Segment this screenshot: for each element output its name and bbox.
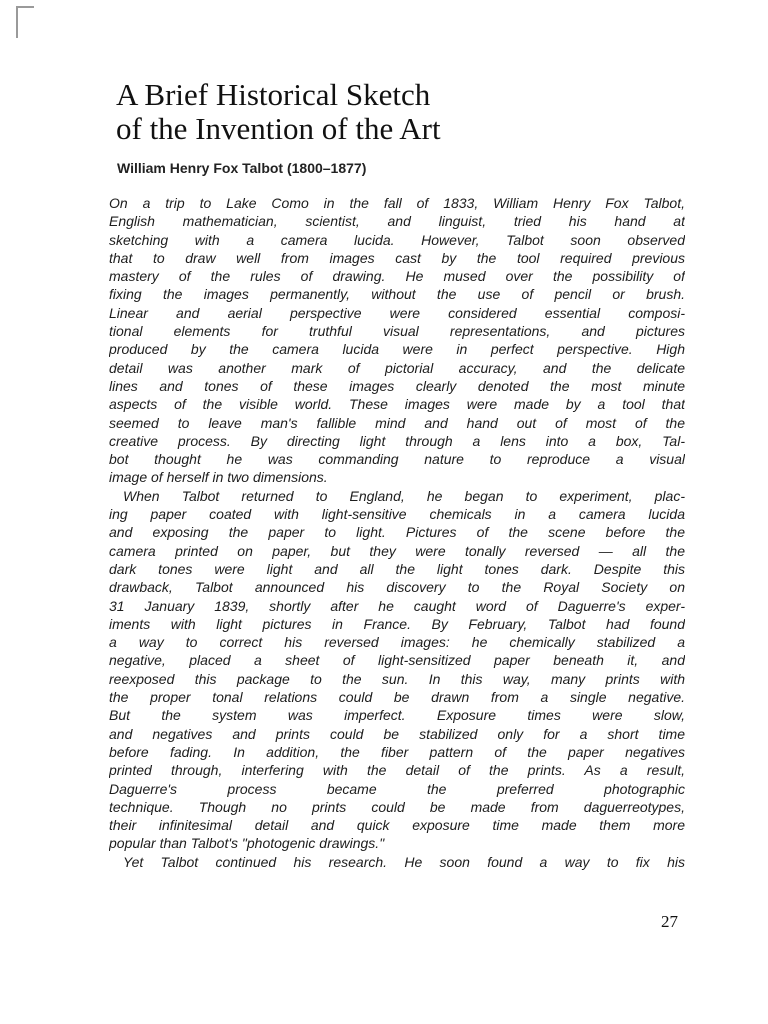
body-line: iments with light pictures in France. By February, Talbot had found xyxy=(109,615,685,632)
body-line: produced by the camera lucida were in perfect perspective. High xyxy=(109,341,685,358)
body-line: But the system was imperfect. Exposure times were slow, xyxy=(109,707,685,724)
body-line: and exposing the paper to light. Pictures of the scene before the xyxy=(109,524,685,541)
body-line: that to draw well from images cast by the tool required previous xyxy=(109,249,685,266)
body-line: drawback, Talbot announced his discovery to the Royal Society on xyxy=(109,579,685,596)
body-line: Daguerre's process became the preferred photographic xyxy=(109,780,685,797)
body-line: mastery of the rules of drawing. He mused over the possibility of xyxy=(109,268,685,285)
body-line: a way to correct his reversed images: he chemically stabilized a xyxy=(109,634,685,651)
body-line: creative process. By directing light through a lens into a box, Tal- xyxy=(109,432,685,449)
body-line: and negatives and prints could be stabilized only for a short time xyxy=(109,725,685,742)
body-line: Linear and aerial perspective were considered essential composi- xyxy=(109,304,685,321)
body-line: 31 January 1839, shortly after he caught word of Daguerre's exper- xyxy=(109,597,685,614)
body-line: tional elements for truthful visual representations, and pictures xyxy=(109,323,685,340)
body-line: On a trip to Lake Como in the fall of 1833, William Henry Fox Talbot, xyxy=(109,195,685,211)
body-line: ing paper coated with light-sensitive chemicals in a camera lucida xyxy=(109,506,685,523)
page-number: 27 xyxy=(661,912,678,931)
body-line: printed through, interfering with the detail of the prints. As a result, xyxy=(109,762,685,779)
body-line: technique. Though no prints could be made from daguerreotypes, xyxy=(109,798,685,815)
body-line: Yet Talbot continued his research. He soon found a way to fix his xyxy=(123,853,685,870)
body-line: English mathematician, scientist, and linguist, tried his hand at xyxy=(109,213,685,230)
body-line: When Talbot returned to England, he began to experiment, plac- xyxy=(123,487,685,504)
body-line: negative, placed a sheet of light-sensitized paper beneath it, and xyxy=(109,652,685,669)
body-line: image of herself in two dimensions. xyxy=(109,469,328,486)
body-line: popular than Talbot's "photogenic drawings." xyxy=(109,835,385,852)
article-subtitle: William Henry Fox Talbot (1800–1877) xyxy=(117,160,367,176)
body-line: the proper tonal relations could be drawn from a single negative. xyxy=(109,689,685,706)
body-line: before fading. In addition, the fiber pattern of the paper negatives xyxy=(109,743,685,760)
title-line: of the Invention of the Art xyxy=(116,111,441,146)
page-corner-mark xyxy=(16,6,34,38)
body-line: seemed to leave man's fallible mind and hand out of most of the xyxy=(109,414,685,431)
body-line: reexposed this package to the sun. In this way, many prints with xyxy=(109,670,685,687)
body-line: dark tones were light and all the light tones dark. Despite this xyxy=(109,560,685,577)
body-line: camera printed on paper, but they were tonally reversed — all the xyxy=(109,542,685,559)
body-line: aspects of the visible world. These images were made by a tool that xyxy=(109,396,685,413)
body-line: fixing the images permanently, without the use of pencil or brush. xyxy=(109,286,685,303)
article-title xyxy=(116,78,676,146)
body-line: detail was another mark of pictorial accuracy, and the delicate xyxy=(109,359,685,376)
body-line: sketching with a camera lucida. However, Talbot soon observed xyxy=(109,231,685,248)
title-line: A Brief Historical Sketch xyxy=(116,77,431,112)
body-line: bot thought he was commanding nature to reproduce a visual xyxy=(109,451,685,468)
body-line: their infinitesimal detail and quick exposure time made them more xyxy=(109,817,685,834)
body-line: lines and tones of these images clearly denoted the most minute xyxy=(109,377,685,394)
article-body xyxy=(109,194,685,871)
